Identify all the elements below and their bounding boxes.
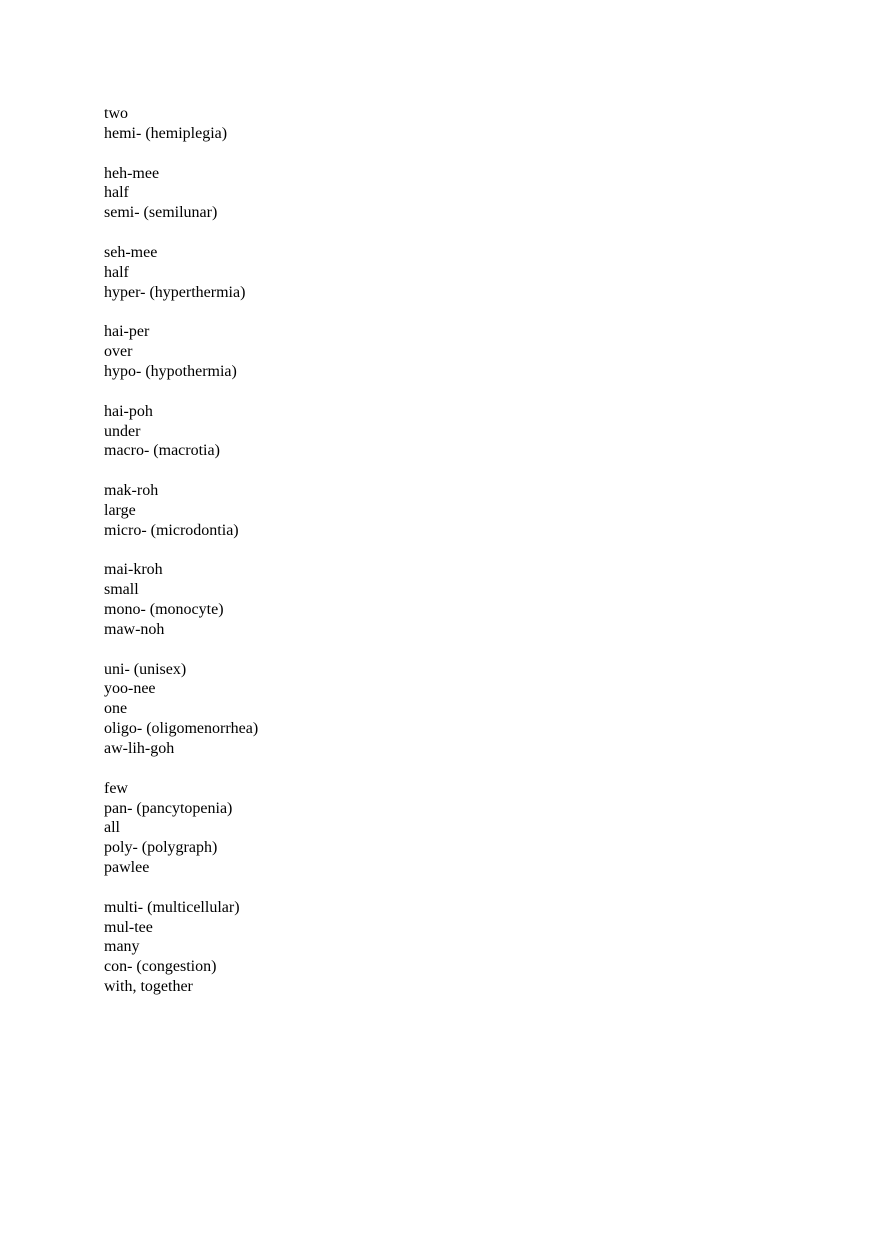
text-line: many bbox=[104, 938, 140, 956]
blank-line bbox=[104, 461, 258, 481]
text-line: seh-mee bbox=[104, 243, 158, 261]
text-line: macro- (macrotia) bbox=[104, 442, 220, 460]
blank-line bbox=[104, 382, 258, 402]
text-line: pan- (pancytopenia) bbox=[104, 799, 233, 817]
text-line: micro- (microdontia) bbox=[104, 521, 239, 539]
text-line: hemi- (hemiplegia) bbox=[104, 124, 228, 142]
text-line: heh-mee bbox=[104, 164, 160, 182]
text-line: hyper- (hyperthermia) bbox=[104, 283, 246, 301]
text-line: with, together bbox=[104, 978, 193, 996]
text-line: oligo- (oligomenorrhea) bbox=[104, 720, 259, 738]
text-line: over bbox=[104, 343, 133, 361]
text-line: large bbox=[104, 501, 136, 519]
text-line: poly- (polygraph) bbox=[104, 839, 218, 857]
text-line: two bbox=[104, 105, 128, 122]
blank-line bbox=[104, 541, 258, 561]
text-line: pawlee bbox=[104, 859, 150, 877]
text-line: maw-noh bbox=[104, 620, 165, 638]
blank-line bbox=[104, 640, 258, 660]
text-line: half bbox=[104, 184, 129, 202]
text-column bbox=[104, 104, 258, 997]
text-line: all bbox=[104, 819, 120, 837]
blank-line bbox=[104, 144, 258, 164]
text-line: uni- (unisex) bbox=[104, 660, 187, 678]
text-line: con- (congestion) bbox=[104, 958, 217, 976]
text-line: semi- (semilunar) bbox=[104, 204, 218, 222]
text-line: few bbox=[104, 779, 128, 797]
text-line: yoo-nee bbox=[104, 680, 156, 698]
text-line: under bbox=[104, 422, 141, 440]
text-line: hypo- (hypothermia) bbox=[104, 362, 237, 380]
text-line: hai-poh bbox=[104, 402, 153, 420]
text-line: aw-lih-goh bbox=[104, 740, 175, 757]
text-line: multi- (multicellular) bbox=[104, 898, 240, 916]
text-line: mono- (monocyte) bbox=[104, 601, 224, 619]
text-line: small bbox=[104, 581, 139, 599]
text-line: mai-kroh bbox=[104, 561, 163, 579]
text-line: mak-roh bbox=[104, 482, 159, 500]
blank-line bbox=[104, 759, 258, 779]
text-line: hai-per bbox=[104, 323, 150, 341]
blank-line bbox=[104, 223, 258, 243]
text-line: mul-tee bbox=[104, 918, 153, 936]
text-line: one bbox=[104, 700, 128, 718]
blank-line bbox=[104, 302, 258, 322]
text-line: half bbox=[104, 263, 129, 281]
blank-line bbox=[104, 878, 258, 898]
